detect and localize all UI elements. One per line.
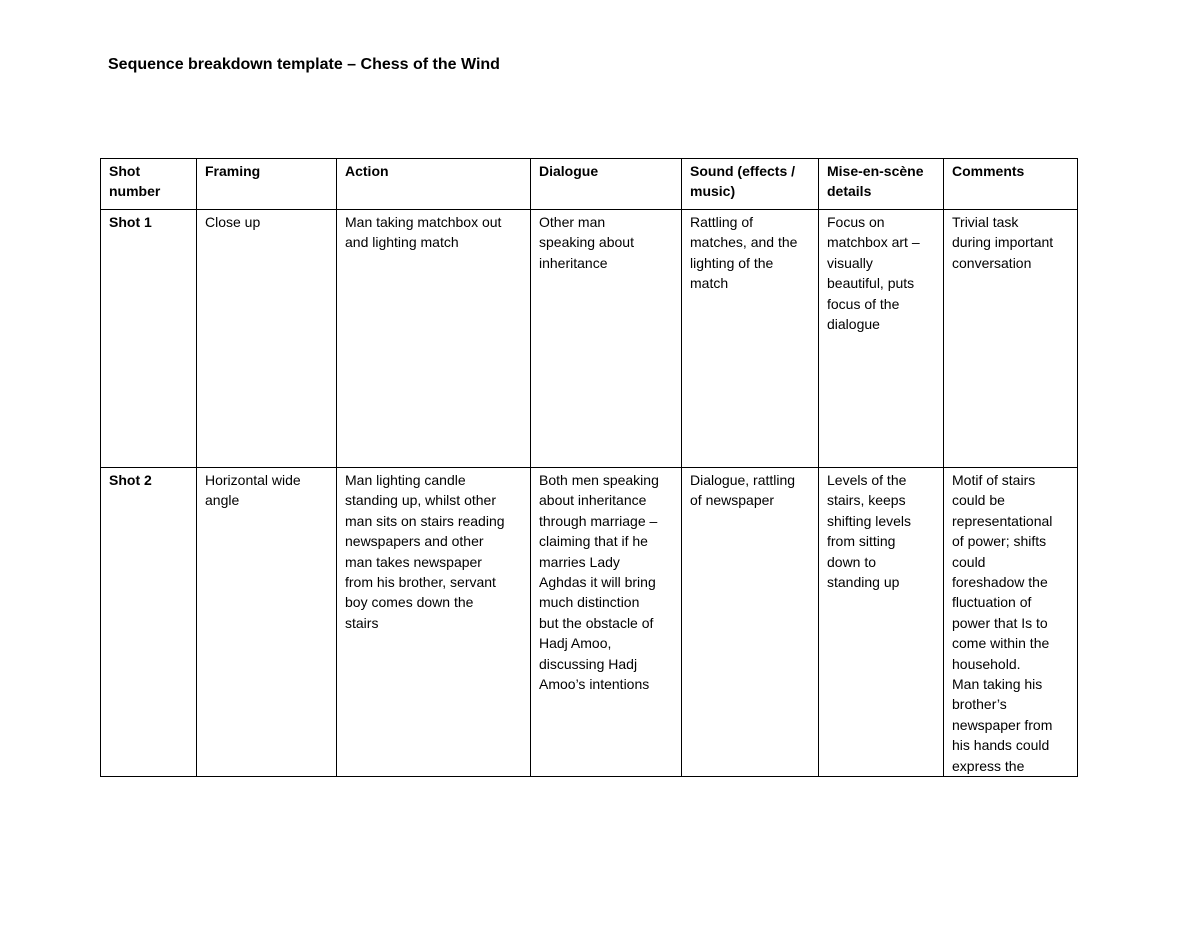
cell-shot-number: Shot 2 — [101, 468, 197, 777]
cell-shot-number: Shot 1 — [101, 210, 197, 468]
cell-sound: Dialogue, rattling of newspaper — [682, 468, 819, 777]
cell-mise-en-scene: Levels of the stairs, keeps shifting levels from sitting down to standing up — [819, 468, 944, 777]
cell-framing: Horizontal wide angle — [197, 468, 337, 777]
header-shot-number: Shot number — [101, 159, 197, 210]
header-dialogue: Dialogue — [531, 159, 682, 210]
header-action: Action — [337, 159, 531, 210]
page-title: Sequence breakdown template – Chess of the Wind — [108, 56, 500, 73]
cell-framing: Close up — [197, 210, 337, 468]
cell-action: Man taking matchbox out and lighting match — [337, 210, 531, 468]
cell-mise-en-scene: Focus on matchbox art – visually beautiful, puts focus of the dialogue — [819, 210, 944, 468]
cell-action: Man lighting candle standing up, whilst other man sits on stairs reading newspapers and other man takes newspaper from his brother, servant boy comes down the stairs — [337, 468, 531, 777]
header-sound: Sound (effects / music) — [682, 159, 819, 210]
table-header-row — [101, 159, 1078, 210]
cell-dialogue: Both men speaking about inheritance through marriage – claiming that if he marries Lady Aghdas it will bring much distinction but the obstacle of Hadj Amoo, discussing Hadj Amoo’s intentions — [531, 468, 682, 777]
table-row — [101, 468, 1078, 777]
sequence-breakdown-table — [100, 158, 1078, 777]
cell-sound: Rattling of matches, and the lighting of the match — [682, 210, 819, 468]
cell-comments: Trivial task during important conversation — [944, 210, 1078, 468]
header-comments: Comments — [944, 159, 1078, 210]
cell-dialogue: Other man speaking about inheritance — [531, 210, 682, 468]
cell-comments: Motif of stairs could be representational of power; shifts could foreshadow the fluctuation of power that Is to come within the household. Man taking his brother’s newspaper from his hands could express the — [944, 468, 1078, 777]
table-row — [101, 210, 1078, 468]
header-mise-en-scene: Mise-en-scène details — [819, 159, 944, 210]
header-framing: Framing — [197, 159, 337, 210]
